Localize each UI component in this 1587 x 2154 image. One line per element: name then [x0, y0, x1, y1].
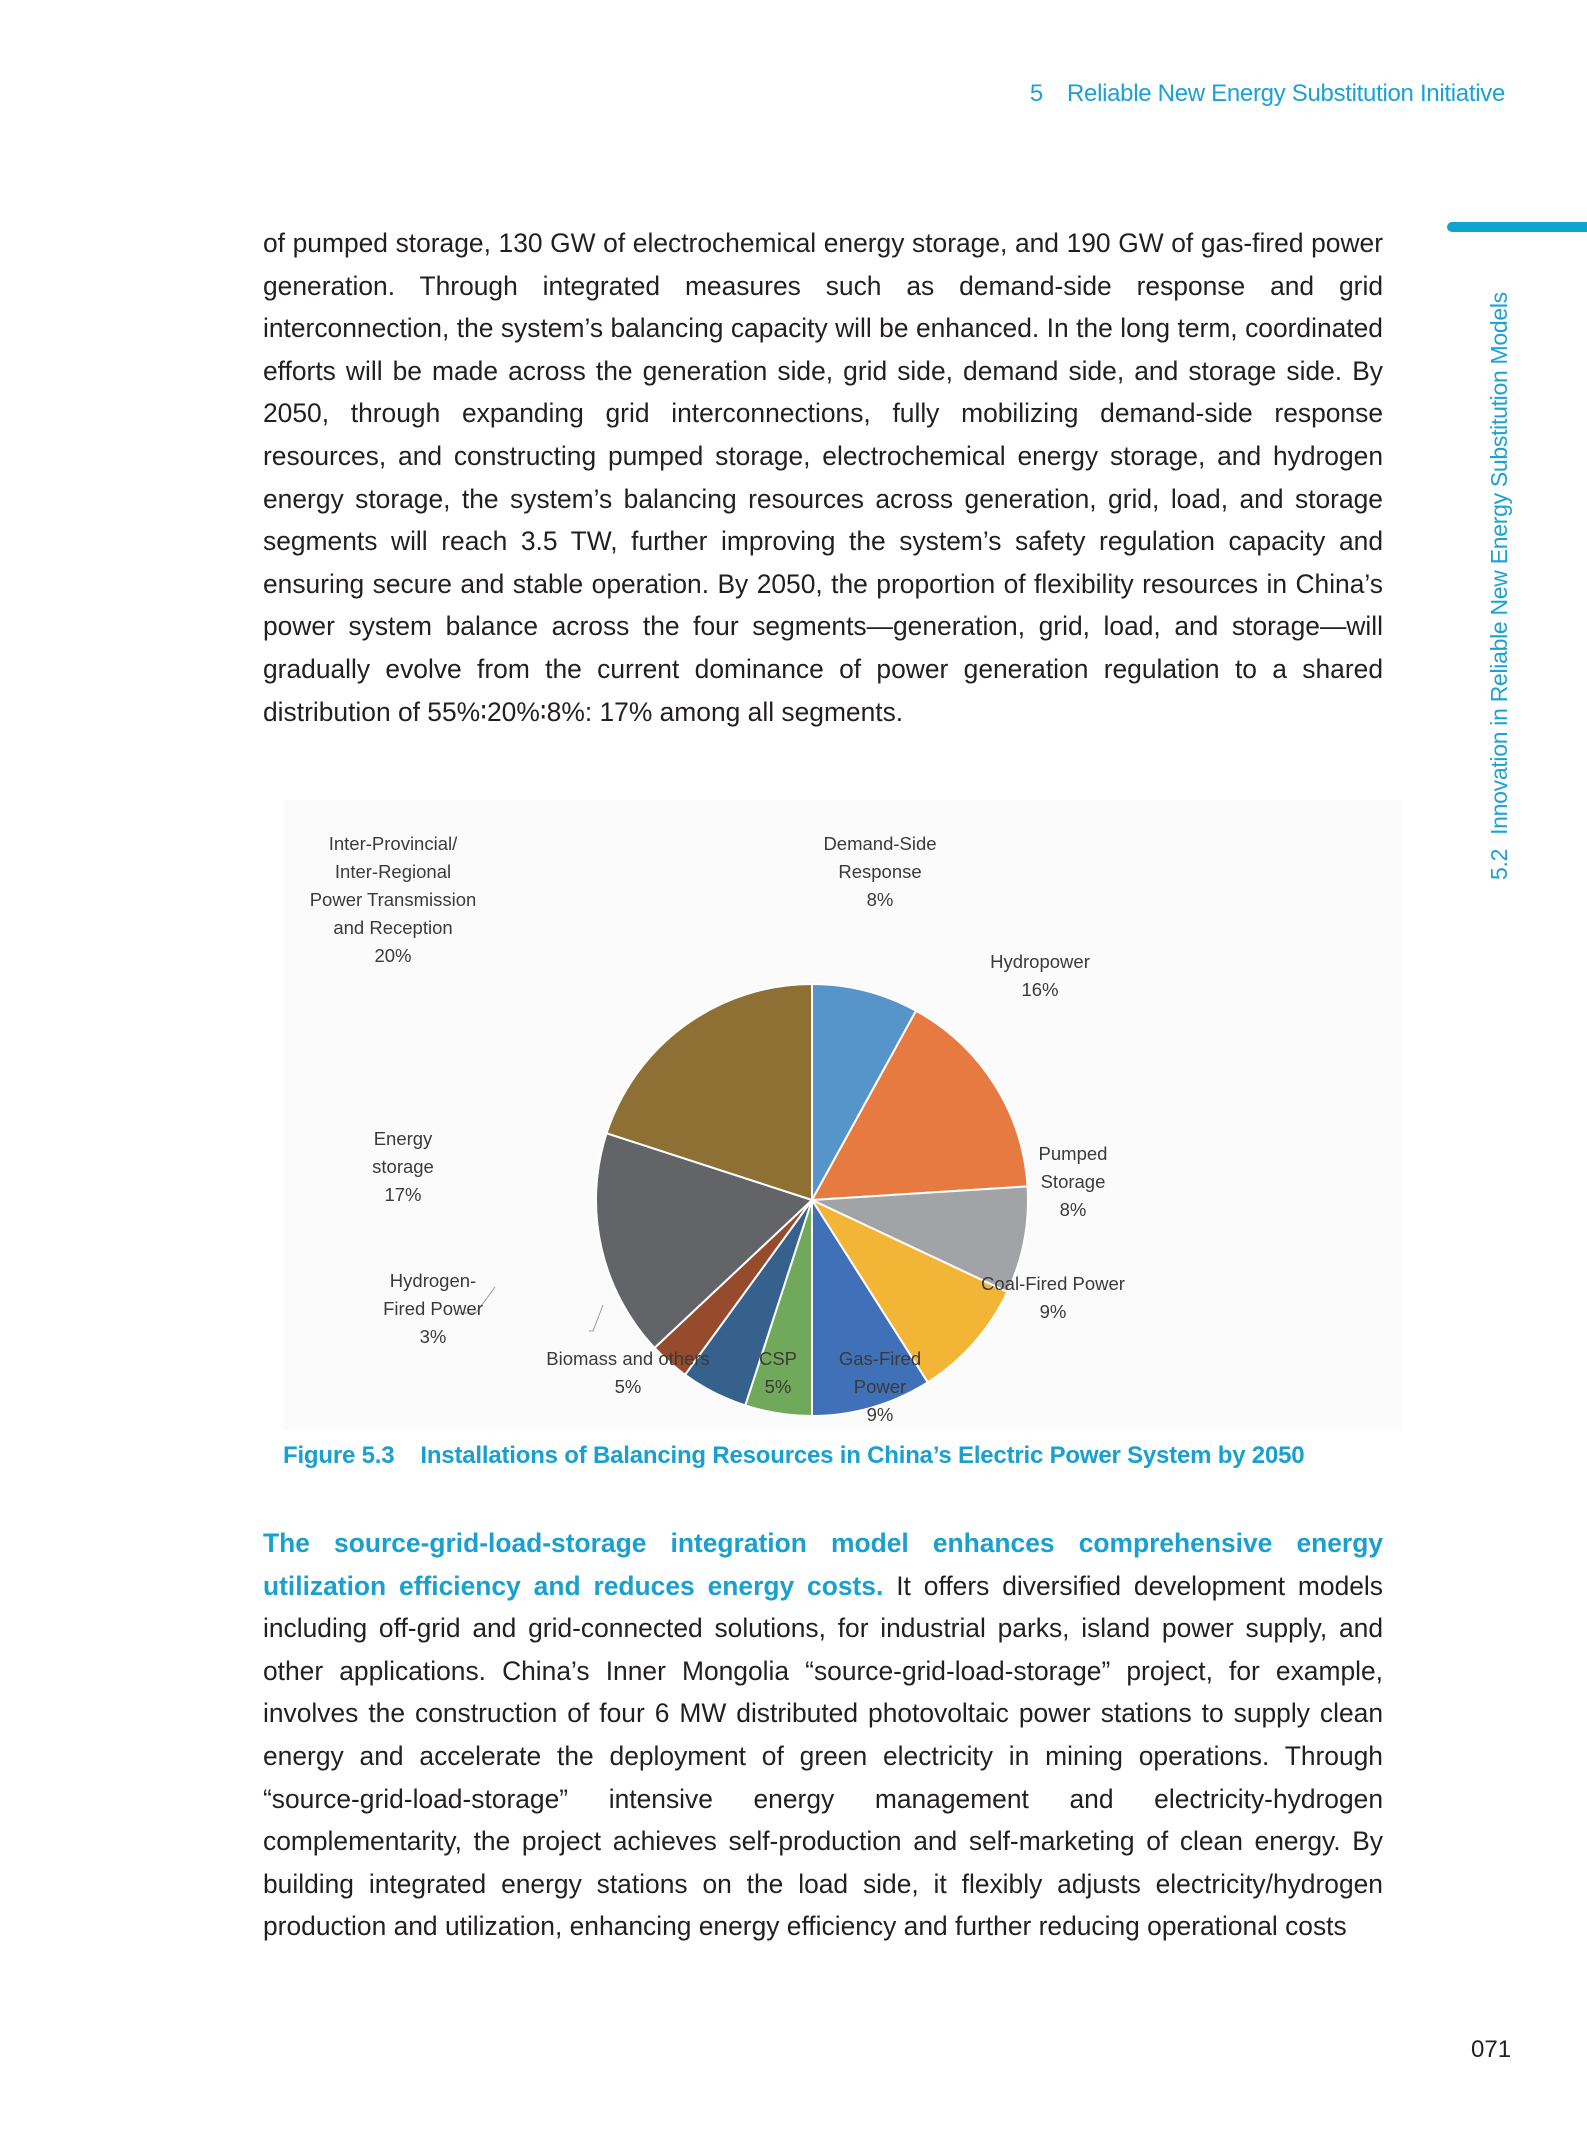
section-sidebar-label [1486, 292, 1513, 880]
chapter-number: 5 [1029, 80, 1043, 107]
pie-label-text: Demand-Side [823, 833, 937, 854]
pie-label-text: Coal-Fired Power [981, 1273, 1125, 1294]
pie-label [310, 830, 477, 970]
section-tab-bar [1447, 222, 1587, 232]
pie-label [839, 1345, 921, 1429]
leader-line [589, 1305, 603, 1331]
pie-label-value: 8% [1059, 1199, 1087, 1220]
pie-label-text: Gas-Fired [838, 1348, 922, 1369]
figure-title: Installations of Balancing Resources in China’s Electric Power System by 2050 [420, 1442, 1305, 1469]
pie-label-text: Pumped [1038, 1143, 1108, 1164]
page-number: 071 [1471, 2036, 1512, 2063]
pie-label-value: 5% [614, 1376, 642, 1397]
pie-label-text: and Reception [333, 917, 453, 938]
figure-caption [283, 1442, 1304, 1470]
pie-label-text: Storage [1040, 1171, 1106, 1192]
pie-label [372, 1125, 434, 1209]
pie-label-text: Hydrogen- [389, 1270, 477, 1291]
pie-label-value: 8% [866, 889, 894, 910]
paragraph-text: It offers diversified development models including off-grid and grid-connected solutions, for industrial parks, island power supply, and other applications. China’s Inner Mongolia “source-grid-load-storage” project, for example, involves the construction of four 6 MW distributed photovoltaic power stations to supply clean energy and accelerate the deployment of green electricity in mining operations. Through “source-grid-load-storage” intensive energy management and electricity-hydrogen complementarity, the project achieves self-production and self-marketing of clean energy. By building integrated energy stations on the load side, it flexibly adjusts electricity/hydrogen production and utilization, enhancing energy efficiency and further reducing operational costs [263, 1570, 1383, 1942]
pie-label-text: Energy [373, 1128, 433, 1149]
running-header [1030, 80, 1505, 108]
section-number: 5.2 [1486, 848, 1512, 880]
pie-label-value: 20% [374, 945, 412, 966]
pie-label-text: Inter-Provincial/ [328, 833, 458, 854]
body-paragraph-2 [263, 1522, 1383, 1948]
pie-label-text: Biomass and others [546, 1348, 710, 1369]
pie-label-text: Fired Power [383, 1298, 483, 1319]
pie-label [383, 1267, 483, 1351]
pie-label-text: Power [853, 1376, 907, 1397]
pie-label-value: 16% [1021, 979, 1059, 1000]
pie-label [546, 1345, 710, 1401]
pie-label [1039, 1140, 1108, 1224]
section-title: Innovation in Reliable New Energy Substitution Models [1486, 292, 1512, 835]
pie-label-text: Inter-Regional [334, 861, 452, 882]
figure-number: Figure 5.3 [283, 1442, 395, 1469]
pie-label-value: 9% [866, 1404, 894, 1425]
pie-label-text: storage [372, 1156, 434, 1177]
paragraph-lead-sentence: The source-grid-load-storage integration model enhances comprehensive energy utilization efficiency and reduces energy costs. [263, 1528, 1383, 1601]
figure-5-3 [283, 800, 1401, 1430]
pie-label [981, 1270, 1125, 1326]
chapter-title: Reliable New Energy Substitution Initiative [1066, 80, 1505, 107]
pie-label-value: 17% [384, 1184, 422, 1205]
body-paragraph-1: of pumped storage, 130 GW of electrochemical energy storage, and 190 GW of gas-fired power generation. Through integrated measures such as demand-side response and grid interconnection, the system’s balancing capacity will be enhanced. In the long term, coordinated efforts will be made across the generation side, grid side, demand side, and storage side. By 2050, through expanding grid interconnections, fully mobilizing demand-side response resources, and constructing pumped storage, electrochemical energy storage, and hydrogen energy storage, the system’s balancing resources across generation, grid, load, and storage segments will reach 3.5 TW, further improving the system’s safety regulation capacity and ensuring secure and stable operation. By 2050, the proportion of flexibility resources in China’s power system balance across the four segments—generation, grid, load, and storage—will gradually evolve from the current dominance of power generation regulation to a shared distribution of 55%∶20%∶8%: 17% among all segments. [263, 228, 1383, 727]
pie-label-value: 5% [764, 1376, 792, 1397]
pie-label [823, 830, 936, 914]
pie-label-text: Response [838, 861, 922, 882]
pie-label [759, 1345, 797, 1401]
pie-label-text: CSP [758, 1348, 798, 1369]
pie-label-text: Power Transmission [309, 889, 477, 910]
pie-label-text: Hydropower [990, 951, 1090, 972]
pie-label [990, 948, 1090, 1004]
pie-label-value: 3% [419, 1326, 447, 1347]
pie-label-value: 9% [1039, 1301, 1067, 1322]
